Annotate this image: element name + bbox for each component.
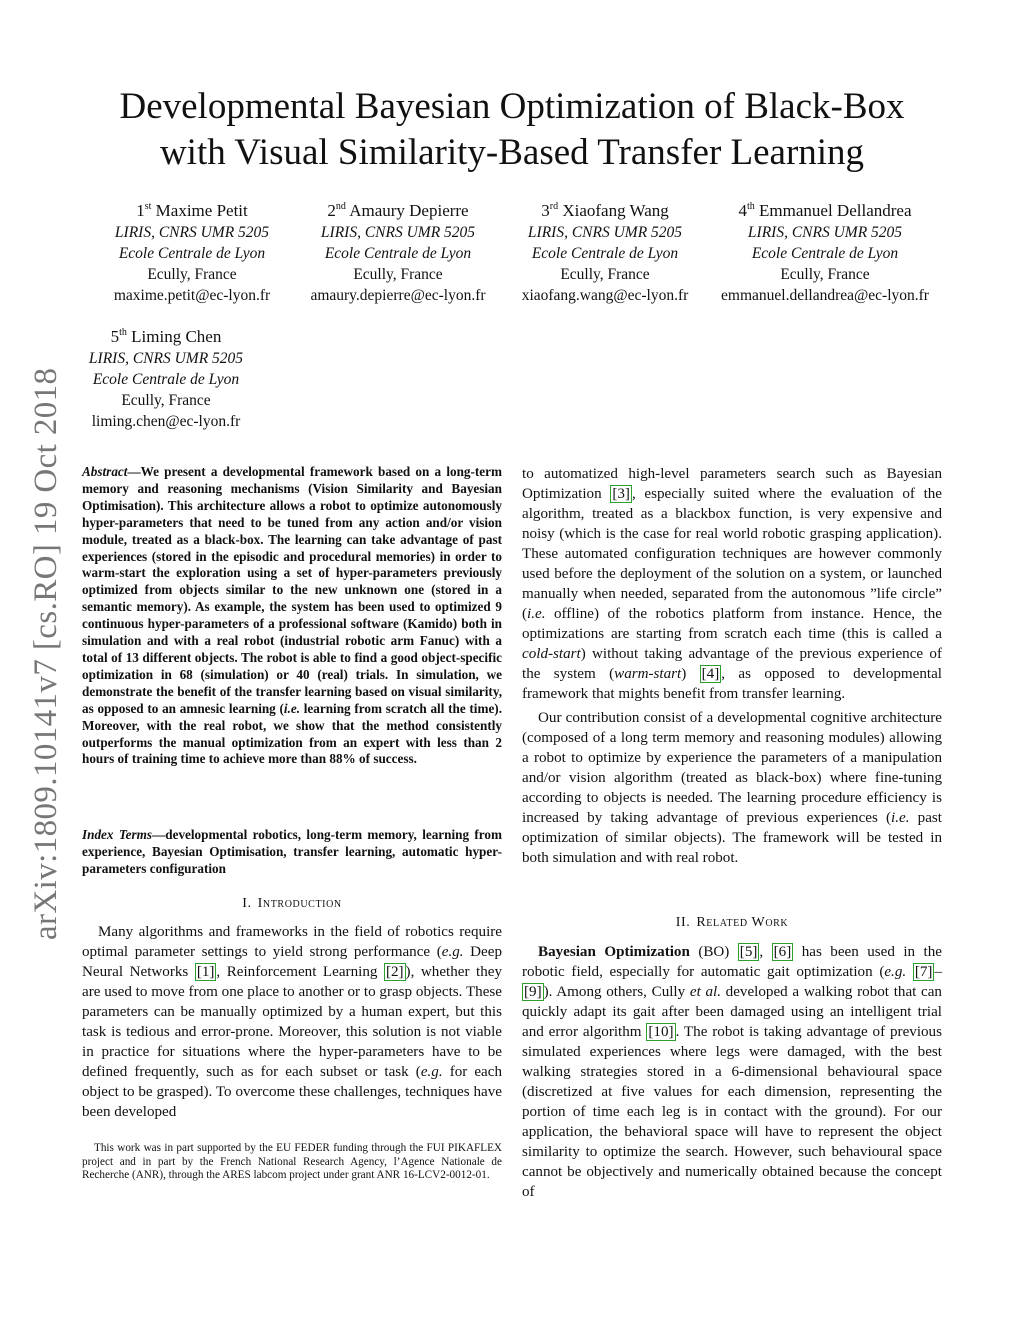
author-location: Ecully, France <box>121 392 211 409</box>
section-heading-related-work: II. Related Work <box>675 915 789 930</box>
author-name: 3rd Xiaofang Wang <box>541 201 669 220</box>
author-block <box>485 200 725 306</box>
citation-link[interactable]: [3] <box>612 486 630 502</box>
author-name: 2nd Amaury Depierre <box>327 201 469 220</box>
author-block <box>705 200 945 306</box>
citation-link[interactable]: [7] <box>914 964 933 980</box>
section-heading-introduction: I. Introduction <box>242 896 342 911</box>
author-institution: Ecole Centrale de Lyon <box>118 245 266 262</box>
author-affiliation: LIRIS, CNRS UMR 5205 <box>114 224 270 241</box>
arxiv-identifier <box>24 350 68 940</box>
arxiv-identifier-text: arXiv:1809.10141v7 [cs.RO] 19 Oct 2018 <box>28 367 64 940</box>
author-name: 5th Liming Chen <box>110 327 222 346</box>
abstract-lead: Abstract <box>82 464 128 479</box>
author-email[interactable]: xiaofang.wang@ec-lyon.fr <box>521 287 689 304</box>
citation-link[interactable]: [1] <box>196 964 215 980</box>
title-line-1: Developmental Bayesian Optimization of Black-Box <box>119 86 905 127</box>
author-email[interactable]: amaury.depierre@ec-lyon.fr <box>310 287 486 304</box>
introduction-paragraph: Many algorithms and frameworks in the field of robotics require optimal parameter settings to yield strong performance (e.g. Deep Neural Networks [1] , Reinforcement Learning [2] ), whether they are used to move from one place to another or to grasp objects. These parameters can be manually optimized by a human expert, but this task is tedious and error-prone. Moreover, this solution is not viable in practice for situations where the hyper-parameters have to be defined frequently, such as for each subset or task (e.g. for each object to be grasped). To overcome these challenges, techniques have been developed <box>82 924 503 1120</box>
index-terms-lead: Index Terms <box>82 827 153 842</box>
author-institution: Ecole Centrale de Lyon <box>92 371 240 388</box>
index-terms <box>82 827 502 878</box>
paper-title <box>40 84 984 176</box>
citation-link[interactable]: [4] <box>701 666 720 682</box>
author-email[interactable]: liming.chen@ec-lyon.fr <box>91 413 241 430</box>
author-affiliation: LIRIS, CNRS UMR 5205 <box>88 350 244 367</box>
related-work-paragraph: Bayesian Optimization (BO) [5] , [6] has been used in the robotic field, especially for automatic gait optimization (e.g. [7] –[9] ). Among others, Cully et al. developed a walking robot that can quickly adapt its gait after been damaged using an intelligent trial and error algorithm [10] . The robot is taking advantage of previous simulated experiences where legs were damaged, with the best walking strategies stored in a 6-dimensional behavioural space (discretized at five values for each dimension, representing the portion of time each leg is in contact with the ground). For our application, the behavioral space will have to represent the object similarity to optimize the search. However, such behavioural space cannot be objectively and numerically obtained because the concept of <box>522 944 942 1200</box>
funding-footnote: This work was in part supported by the EU FEDER funding through the FUI PIKAFLEX project and in part by the French National Research Agency, l’Agence Nationale de Recherche (ANR), through the ARES labcom project under grant ANR 16-LCV2-0012-01. <box>82 1142 502 1181</box>
author-name: 1st Maxime Petit <box>136 201 248 220</box>
author-location: Ecully, France <box>780 266 870 283</box>
introduction-continued: to automatized high-level parameters search such as Bayesian Optimization [3] , especially suited where the evaluation of the algorithm, treated as a blackbox function, is very expensive and noisy (which is the case for real world robotic grasping application). These automated configuration techniques are however commonly used before the deployment of the solution on a system, or launched manually when needed, separated from the autonomous ”life circle” (i.e. offline) of the robotics platform from instance. Hence, the optimizations are starting from scratch each time (this is called a cold-start) without taking advantage of the previous experience of the system (warm-start) [4] , as opposed to developmental framework that mights benefit from transfer learning. Our contribution consist of a developmental cognitive architecture (composed of a long term memory and reasoning modules) allowing a robot to optimize by experience the parameters of a manipulation and/or vision algorithm (treated as black-box) where fine-tuning according to objects is needed. The learning procedure efficiency is increased by taking advantage of previous experiences (i.e. past optimization of similar objects). The framework will be tested in both simulation and with real robot. <box>522 466 943 866</box>
author-block <box>72 200 312 306</box>
author-affiliation: LIRIS, CNRS UMR 5205 <box>320 224 476 241</box>
author-email[interactable]: emmanuel.dellandrea@ec-lyon.fr <box>721 287 929 304</box>
citation-link[interactable]: [5] <box>739 944 758 960</box>
title-line-2: with Visual Similarity-Based Transfer Learning <box>159 132 865 173</box>
author-institution: Ecole Centrale de Lyon <box>324 245 472 262</box>
author-institution: Ecole Centrale de Lyon <box>751 245 899 262</box>
author-block <box>278 200 518 306</box>
author-institution: Ecole Centrale de Lyon <box>531 245 679 262</box>
author-block <box>46 326 286 432</box>
abstract <box>82 464 502 768</box>
citation-link[interactable]: [9] <box>524 984 542 1000</box>
author-email[interactable]: maxime.petit@ec-lyon.fr <box>113 287 271 304</box>
author-location: Ecully, France <box>560 266 650 283</box>
abstract-text-end: learning from scratch all the time). Moreover, with the real robot, we show that the method consistently outperforms the manual optimization from an expert with less than 2 hours of training time to achieve more than 88% of success. <box>82 700 502 767</box>
citation-link[interactable]: [6] <box>773 944 792 960</box>
author-affiliation: LIRIS, CNRS UMR 5205 <box>747 224 903 241</box>
citation-link[interactable]: [10] <box>648 1024 674 1040</box>
abstract-text: —We present a developmental framework based on a long-term memory and reasoning mechanisms (Vision Similarity and Bayesian Optimisation). This architecture allows a robot to optimize autonomously hyper-parameters that need to be tuned from any action and/or vision module, treated as a black-box. The learning can take advantage of past experiences (stored in the episodic and procedural memories) in order to warm-start the exploration using a set of hyper-parameters previously optimized from objects similar to the new unknown one (stored in a semantic memory). As example, the system has been used to optimized 9 continuous hyper-parameters of a professional software (Kamido) both in simulation and with a real robot (industrial robotic arm Fanuc) with a total of 13 different objects. The robot is able to find a good object-specific optimization in 68 (simulation) or 40 (real) trials. In simulation, we demonstrate the benefit of the transfer learning based on visual similarity, as opposed to an amnesic learning ( <box>82 464 502 716</box>
author-location: Ecully, France <box>353 266 443 283</box>
author-affiliation: LIRIS, CNRS UMR 5205 <box>527 224 683 241</box>
author-location: Ecully, France <box>147 266 237 283</box>
abstract-ie: i.e. <box>283 700 301 716</box>
index-terms-text: —developmental robotics, long-term memory, learning from experience, Bayesian Optimisation, transfer learning, automatic hyper-parameters configuration <box>82 827 502 876</box>
citation-link[interactable]: [2] <box>385 964 404 980</box>
author-name: 4th Emmanuel Dellandrea <box>738 201 912 220</box>
